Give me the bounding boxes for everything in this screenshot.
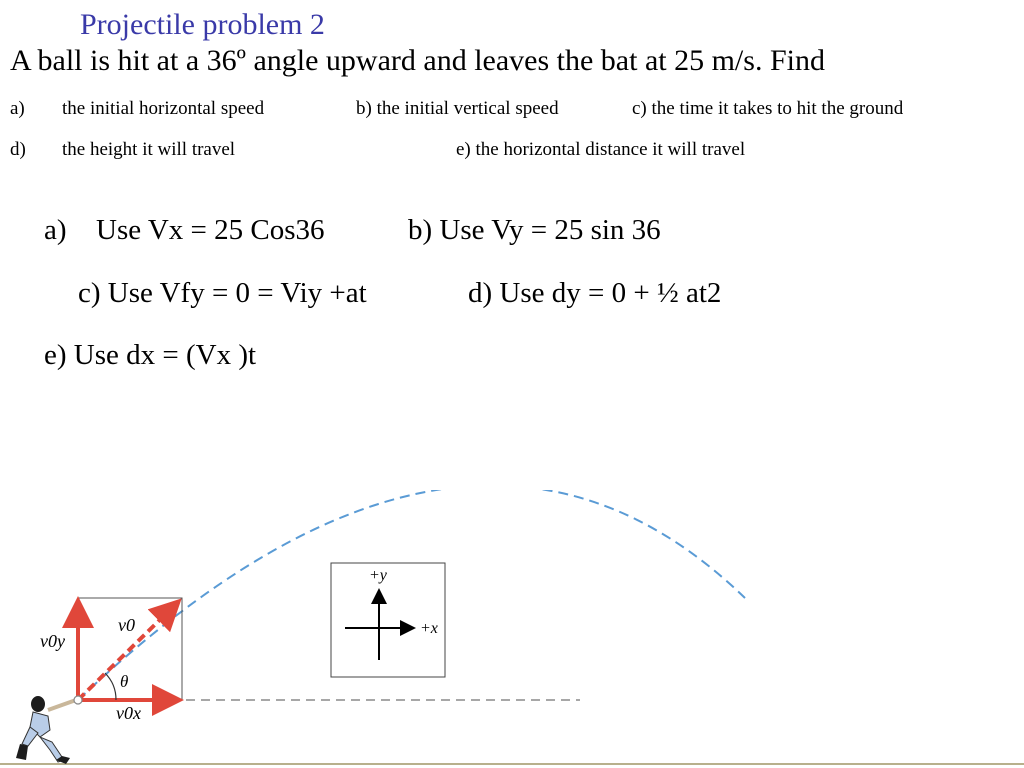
part-c-text: c) the time it takes to hit the ground [632, 98, 904, 119]
angle-arc [105, 673, 116, 700]
v0-label: v0 [118, 615, 135, 635]
angle-label: θ [120, 672, 129, 691]
hint-e: e) Use dx = (Vx )t [44, 339, 257, 371]
batter-figure [16, 696, 82, 764]
part-d-text: the height it will travel [62, 139, 236, 160]
hint-d: d) Use dy = 0 + ½ at2 [468, 277, 722, 309]
axis-x-label: +x [420, 620, 438, 637]
problem-statement: A ball is hit at a 36º angle upward and leaves the bat at 25 m/s. Find [10, 44, 825, 77]
axis-y-label: +y [369, 567, 387, 584]
part-e-text: e) the horizontal distance it will travel [456, 139, 746, 160]
projectile-diagram [0, 490, 1024, 768]
hint-c: c) Use Vfy = 0 = Viy +at [78, 277, 367, 309]
part-a-marker: a) [10, 98, 25, 119]
part-a-text: the initial horizontal speed [62, 98, 265, 119]
hint-a-marker: a) [44, 214, 67, 246]
v0x-label: v0x [116, 703, 141, 723]
slide-title: Projectile problem 2 [80, 8, 325, 41]
trajectory-curve [78, 490, 745, 700]
part-b-text: b) the initial vertical speed [356, 98, 559, 119]
part-d-marker: d) [10, 139, 26, 160]
hint-b: b) Use Vy = 25 sin 36 [408, 214, 661, 246]
hint-a: Use Vx = 25 Cos36 [96, 214, 325, 246]
v0y-label: v0y [40, 631, 65, 651]
